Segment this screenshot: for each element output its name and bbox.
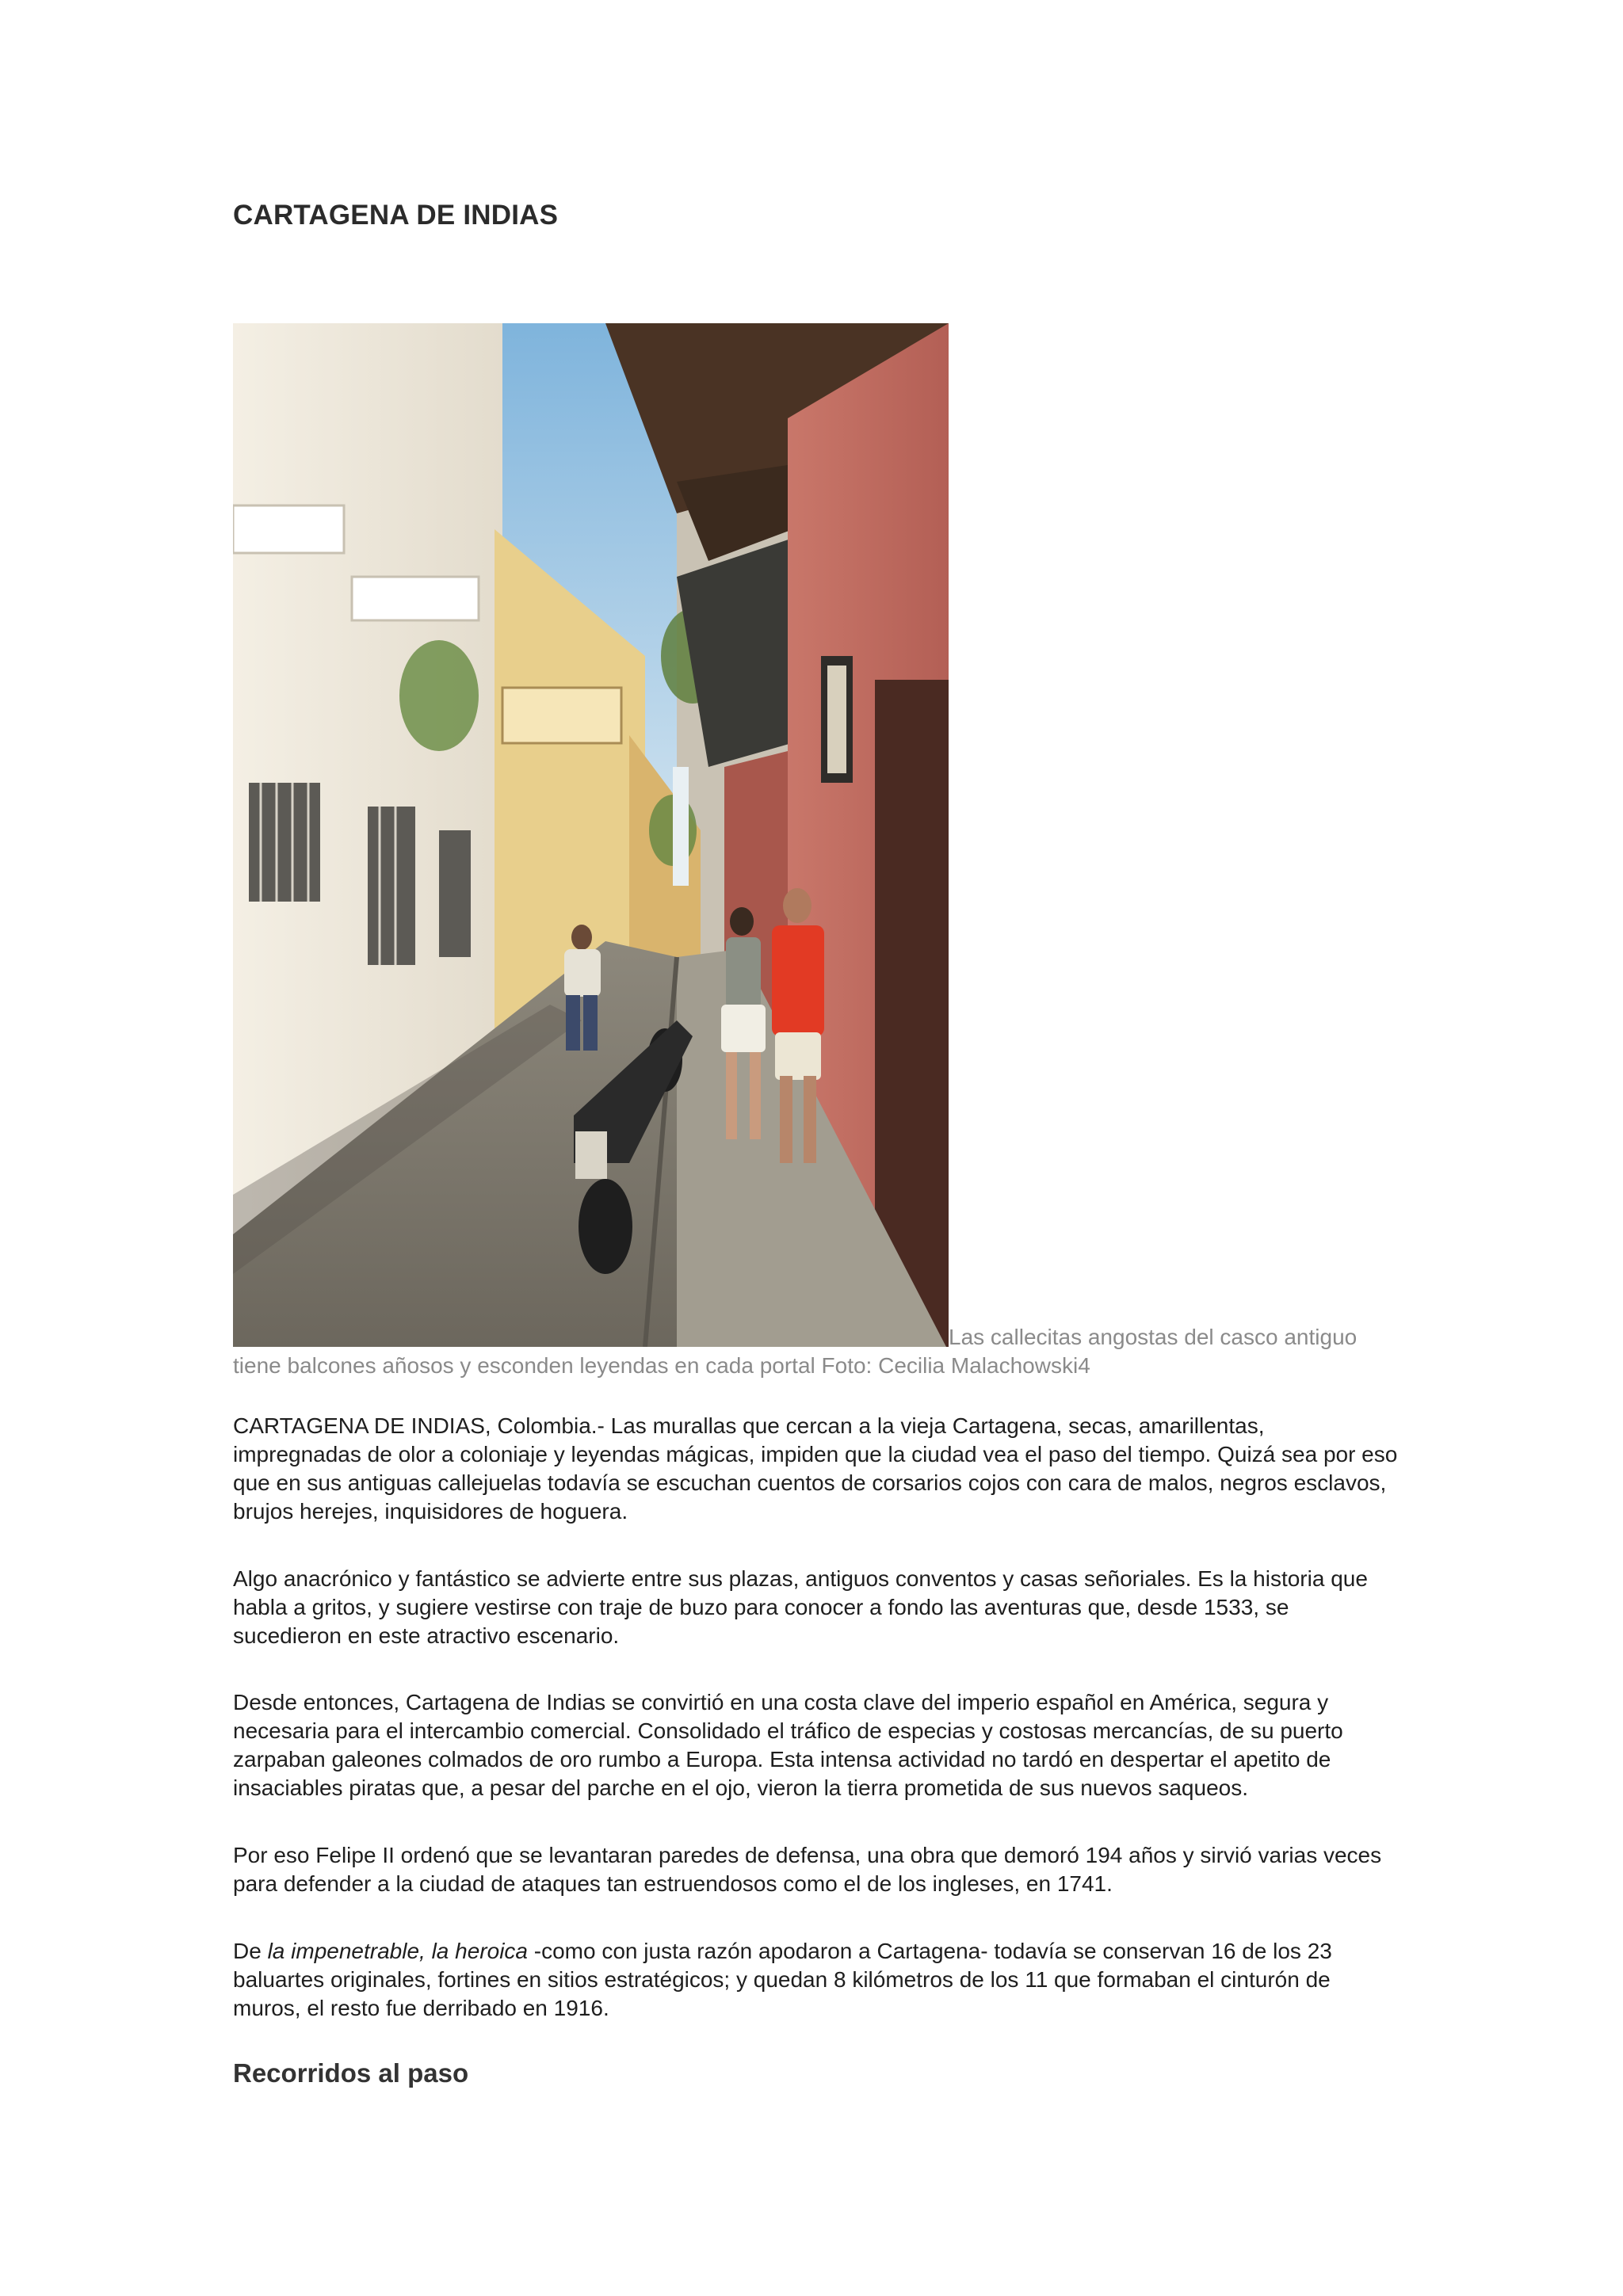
paragraph-intro: CARTAGENA DE INDIAS, Colombia.- Las murallas que cercan a la vieja Cartagena, secas, amarillentas, impregnadas de olor a coloniaje y leyendas mágicas, impiden que la ciudad vea el paso del tiempo. Quizá sea por eso que en sus antiguas callejuelas todavía se escuchan cuentos de corsarios cojos con cara de malos, negros esclavos, brujos herejes, inquisidores de hoguera.: [233, 1413, 1398, 1524]
section-heading: Recorridos al paso: [233, 2058, 469, 2088]
paragraph-walls: [233, 1937, 1398, 2023]
photo-caption-line-1: Las callecitas angostas del casco antiguo: [949, 1325, 1358, 1349]
paragraph-commerce: Desde entonces, Cartagena de Indias se convirtió en una costa clave del imperio español en América, segura y necesaria para el intercambio comercial. Consolidado el tráfico de especias y costosas mercancías, de su puerto zarpaban galeones colmados de oro rumbo a Europa. Esta intensa actividad no tardó en despertar el apetito de insaciables piratas que, a pesar del parche en el ojo, vieron la tierra prometida de sus nuevos saqueos.: [233, 1690, 1343, 1800]
paragraph-walls-rest: -como con justa razón apodaron a Cartagena- todavía se conservan 16 de los 23 baluartes originales, fortines en sitios estratégicos; y quedan 8 kilómetros de los 11 que formaban el cinturón de muros, el resto fue derribado en 1916.: [233, 1939, 1332, 2020]
paragraph-history: Algo anacrónico y fantástico se advierte entre sus plazas, antiguos conventos y casas señoriales. Es la historia que habla a gritos, y sugiere vestirse con traje de buzo para conocer a fondo las aventuras que, desde 1533, se sucedieron en este atractivo escenario.: [233, 1566, 1368, 1648]
photo-caption-line-2: tiene balcones añosos y esconden leyendas en cada portal Foto: Cecilia Malachowski4: [233, 1353, 1090, 1378]
paragraph-walls-prefix: De: [233, 1939, 268, 1963]
street-photo-icon: [233, 323, 949, 1347]
paragraph-walls-italic: la impenetrable, la heroica: [267, 1939, 528, 1963]
street-photo: [233, 323, 949, 1347]
paragraph-defense: Por eso Felipe II ordenó que se levantaran paredes de defensa, una obra que demoró 194 años y sirvió varias veces para defender a la ciudad de ataques tan estruendosos como el de los ingleses, en 1741.: [233, 1843, 1382, 1896]
page-title: CARTAGENA DE INDIAS: [233, 200, 559, 231]
